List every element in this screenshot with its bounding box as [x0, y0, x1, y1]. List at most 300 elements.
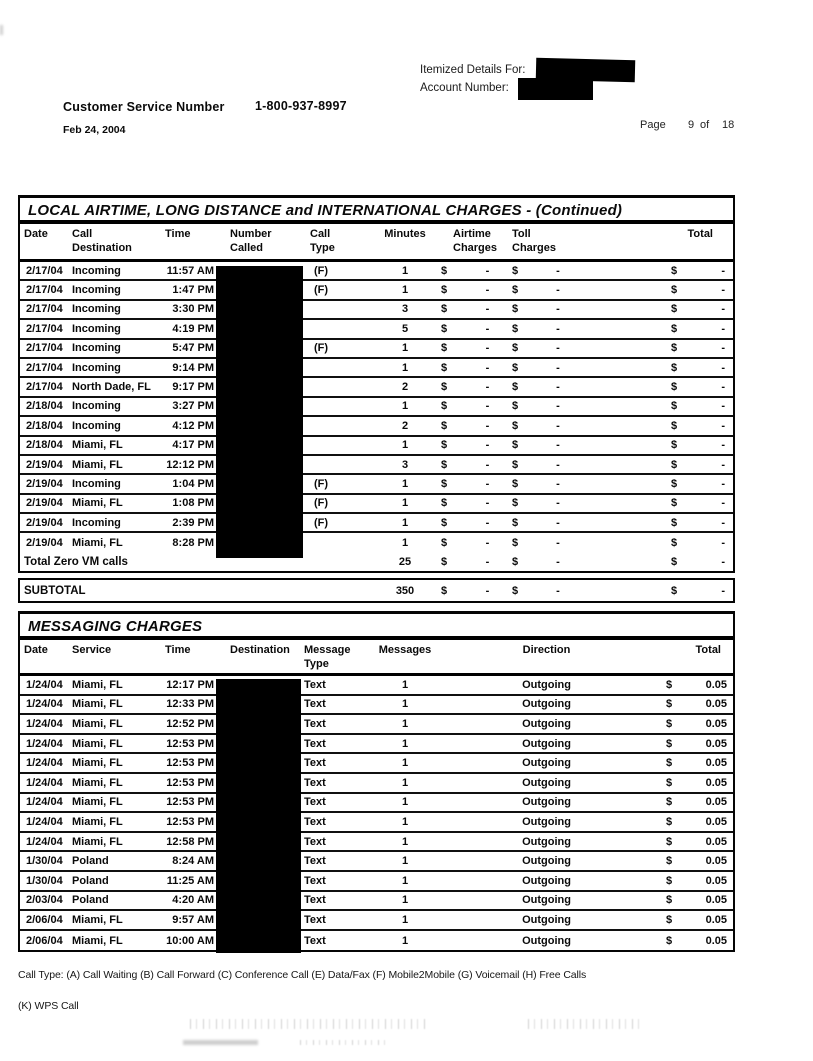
- cell-time: 4:20 AM: [172, 894, 214, 907]
- currency-symbol: $: [512, 497, 519, 510]
- cell-message-type: Text: [304, 796, 326, 809]
- cell-destination: Incoming: [72, 264, 121, 277]
- cell-date: 2/06/04: [26, 934, 63, 947]
- col-header-time: Time: [165, 644, 191, 656]
- currency-symbol: $: [512, 400, 519, 413]
- cell-toll-charge: -: [556, 458, 560, 471]
- airtime-rows: [20, 262, 733, 553]
- page-label: Page: [640, 119, 666, 131]
- page-indicator: [640, 119, 750, 133]
- currency-symbol: $: [512, 477, 519, 490]
- table-row: [20, 892, 733, 912]
- cell-minutes: 1: [401, 361, 409, 374]
- account-number-label: Account Number:: [420, 82, 509, 94]
- cell-direction: Outgoing: [522, 835, 571, 848]
- cell-time: 5:47 PM: [172, 342, 214, 355]
- cell-service: Poland: [72, 874, 109, 887]
- cell-total: -: [721, 303, 725, 316]
- cell-time: 12:53 PM: [166, 737, 214, 750]
- cell-service: Miami, FL: [72, 678, 123, 691]
- cell-toll-charge: -: [556, 361, 560, 374]
- cell-airtime-charge: -: [485, 419, 490, 432]
- currency-symbol: $: [441, 537, 448, 550]
- col-header-message-type: Message Type: [304, 644, 351, 671]
- itemized-details-label: Itemized Details For:: [420, 64, 526, 76]
- scan-artifact: [300, 1040, 390, 1045]
- currency-symbol: $: [441, 303, 448, 316]
- cell-time: 12:53 PM: [166, 815, 214, 828]
- cell-total: 0.05: [705, 717, 727, 730]
- cell-direction: Outgoing: [522, 913, 571, 926]
- cell-time: 9:14 PM: [172, 361, 214, 374]
- table-row: [20, 911, 733, 931]
- currency-symbol: $: [671, 264, 678, 277]
- cell-minutes: 2: [401, 419, 409, 432]
- cell-date: 2/17/04: [26, 284, 63, 297]
- currency-symbol: $: [441, 419, 448, 432]
- currency-symbol: $: [666, 678, 673, 691]
- currency-symbol: $: [512, 458, 519, 471]
- cell-toll-charge: -: [556, 284, 560, 297]
- cell-date: 2/19/04: [26, 516, 63, 529]
- cell-minutes: 1: [401, 439, 409, 452]
- table-row: [20, 852, 733, 872]
- cell-date: 2/17/04: [26, 342, 63, 355]
- cell-minutes: 1: [401, 537, 409, 550]
- cell-service: Miami, FL: [72, 776, 123, 789]
- table-row: [20, 514, 733, 533]
- scan-artifact: [0, 25, 3, 35]
- cell-total: -: [721, 264, 725, 277]
- cell-messages: 1: [401, 717, 409, 730]
- cell-date: 2/18/04: [26, 439, 63, 452]
- currency-symbol: $: [512, 419, 519, 432]
- cell-messages: 1: [401, 894, 409, 907]
- table-row: [20, 774, 733, 794]
- cell-minutes: 3: [401, 458, 409, 471]
- currency-symbol: $: [512, 264, 519, 277]
- currency-symbol: $: [666, 855, 673, 868]
- cell-message-type: Text: [304, 737, 326, 750]
- cell-time: 4:12 PM: [172, 419, 214, 432]
- cell-minutes: 1: [401, 516, 409, 529]
- cell-minutes: 1: [401, 400, 409, 413]
- table-row: [20, 301, 733, 320]
- currency-symbol: $: [666, 698, 673, 711]
- cell-date: 2/17/04: [26, 264, 63, 277]
- currency-symbol: $: [671, 584, 678, 597]
- cell-message-type: Text: [304, 717, 326, 730]
- toll-amount: -: [556, 555, 560, 568]
- messaging-rows: [20, 676, 733, 950]
- subtotal-box: [18, 578, 735, 603]
- cell-destination: Incoming: [72, 516, 121, 529]
- total-amount: -: [721, 555, 725, 568]
- cell-messages: 1: [401, 737, 409, 750]
- cell-direction: Outgoing: [522, 698, 571, 711]
- currency-symbol: $: [671, 303, 678, 316]
- cell-destination: Incoming: [72, 400, 121, 413]
- cell-airtime-charge: -: [485, 303, 490, 316]
- table-row: [20, 281, 733, 300]
- customer-service-number: 1-800-937-8997: [255, 99, 347, 113]
- redaction-destination-column: [216, 679, 301, 953]
- cell-toll-charge: -: [556, 342, 560, 355]
- col-header-service: Service: [72, 644, 112, 656]
- table-row: [20, 735, 733, 755]
- currency-symbol: $: [671, 419, 678, 432]
- cell-message-type: Text: [304, 698, 326, 711]
- cell-message-type: Text: [304, 678, 326, 691]
- subtotal-toll: -: [556, 584, 560, 597]
- cell-direction: Outgoing: [522, 737, 571, 750]
- currency-symbol: $: [671, 361, 678, 374]
- cell-date: 1/24/04: [26, 737, 63, 750]
- cell-total: -: [721, 361, 725, 374]
- cell-time: 2:39 PM: [172, 516, 214, 529]
- cell-total: -: [721, 439, 725, 452]
- cell-time: 3:30 PM: [172, 303, 214, 316]
- table-row: [20, 437, 733, 456]
- cell-direction: Outgoing: [522, 855, 571, 868]
- subtotal-airtime: -: [485, 584, 490, 597]
- table-row: [20, 813, 733, 833]
- cell-direction: Outgoing: [522, 894, 571, 907]
- cell-date: 2/18/04: [26, 419, 63, 432]
- cell-toll-charge: -: [556, 516, 560, 529]
- currency-symbol: $: [671, 555, 678, 568]
- cell-date: 1/24/04: [26, 678, 63, 691]
- cell-total: 0.05: [705, 678, 727, 691]
- cell-service: Miami, FL: [72, 796, 123, 809]
- cell-direction: Outgoing: [522, 796, 571, 809]
- cell-destination: Miami, FL: [72, 497, 123, 510]
- col-header-direction: Direction: [522, 644, 571, 656]
- cell-call-type: (F): [314, 264, 329, 277]
- cell-minutes: 1: [401, 497, 409, 510]
- cell-airtime-charge: -: [485, 477, 490, 490]
- currency-symbol: $: [512, 284, 519, 297]
- table-row: [20, 872, 733, 892]
- cell-destination: Incoming: [72, 477, 121, 490]
- col-header-minutes: Minutes: [384, 228, 426, 240]
- col-header-date: Date: [24, 228, 48, 240]
- cell-date: 1/24/04: [26, 835, 63, 848]
- cell-call-type: (F): [314, 477, 329, 490]
- table-row: [20, 359, 733, 378]
- col-header-total: Total: [687, 228, 713, 240]
- cell-airtime-charge: -: [485, 516, 490, 529]
- scan-artifact: [528, 1019, 643, 1029]
- cell-minutes: 1: [401, 342, 409, 355]
- cell-airtime-charge: -: [485, 322, 490, 335]
- cell-total: -: [721, 284, 725, 297]
- currency-symbol: $: [441, 497, 448, 510]
- cell-total: 0.05: [705, 815, 727, 828]
- table-row: [20, 931, 733, 951]
- cell-time: 11:57 AM: [166, 264, 214, 277]
- cell-airtime-charge: -: [485, 381, 490, 394]
- currency-symbol: $: [671, 458, 678, 471]
- cell-minutes: 2: [401, 381, 409, 394]
- currency-symbol: $: [666, 796, 673, 809]
- redaction-account-number: [518, 78, 593, 100]
- cell-total: -: [721, 400, 725, 413]
- currency-symbol: $: [671, 497, 678, 510]
- cell-direction: Outgoing: [522, 776, 571, 789]
- cell-total: -: [721, 458, 725, 471]
- page-of-label: of: [700, 119, 710, 131]
- cell-total: -: [721, 322, 725, 335]
- currency-symbol: $: [666, 835, 673, 848]
- cell-date: 2/19/04: [26, 458, 63, 471]
- cell-total: -: [721, 419, 725, 432]
- cell-date: 2/17/04: [26, 303, 63, 316]
- cell-airtime-charge: -: [485, 458, 490, 471]
- cell-time: 12:52 PM: [166, 717, 214, 730]
- currency-symbol: $: [671, 537, 678, 550]
- cell-messages: 1: [401, 757, 409, 770]
- currency-symbol: $: [666, 815, 673, 828]
- col-header-call-type: Call Type: [310, 228, 335, 255]
- table-row: [20, 378, 733, 397]
- cell-destination: Miami, FL: [72, 439, 123, 452]
- cell-service: Miami, FL: [72, 698, 123, 711]
- cell-destination: Incoming: [72, 419, 121, 432]
- currency-symbol: $: [666, 913, 673, 926]
- currency-symbol: $: [512, 342, 519, 355]
- cell-messages: 1: [401, 874, 409, 887]
- cell-service: Poland: [72, 855, 109, 868]
- cell-time: 1:04 PM: [172, 477, 214, 490]
- col-header-total: Total: [695, 644, 721, 656]
- currency-symbol: $: [666, 776, 673, 789]
- cell-direction: Outgoing: [522, 815, 571, 828]
- col-header-airtime-charges: Airtime Charges: [453, 228, 498, 255]
- currency-symbol: $: [512, 439, 519, 452]
- cell-total: 0.05: [705, 934, 727, 947]
- cell-messages: 1: [401, 913, 409, 926]
- cell-toll-charge: -: [556, 419, 560, 432]
- cell-airtime-charge: -: [485, 342, 490, 355]
- cell-call-type: (F): [314, 342, 329, 355]
- cell-date: 2/17/04: [26, 381, 63, 394]
- cell-destination: Incoming: [72, 342, 121, 355]
- cell-direction: Outgoing: [522, 934, 571, 947]
- currency-symbol: $: [441, 555, 448, 568]
- subtotal-row: [20, 580, 733, 601]
- col-header-messages: Messages: [378, 644, 432, 656]
- cell-call-type: (F): [314, 497, 329, 510]
- cell-date: 2/06/04: [26, 913, 63, 926]
- cell-time: 3:27 PM: [172, 400, 214, 413]
- table-row: [20, 456, 733, 475]
- currency-symbol: $: [441, 342, 448, 355]
- cell-messages: 1: [401, 835, 409, 848]
- airtime-table-title: LOCAL AIRTIME, LONG DISTANCE and INTERNATIONAL CHARGES - (Continued): [20, 198, 733, 224]
- currency-symbol: $: [671, 322, 678, 335]
- cell-message-type: Text: [304, 757, 326, 770]
- cell-messages: 1: [401, 815, 409, 828]
- cell-minutes: 3: [401, 303, 409, 316]
- cell-time: 12:17 PM: [166, 678, 214, 691]
- call-type-legend: Call Type: (A) Call Waiting (B) Call Forward (C) Conference Call (E) Data/Fax (F) Mobile2Mobile (G) Voicemail (H) Free Calls: [18, 969, 587, 981]
- page-number: 9: [688, 119, 695, 131]
- cell-message-type: Text: [304, 894, 326, 907]
- table-row: [20, 320, 733, 339]
- cell-minutes: 1: [401, 477, 409, 490]
- cell-total: 0.05: [705, 796, 727, 809]
- currency-symbol: $: [441, 381, 448, 394]
- cell-total: 0.05: [705, 776, 727, 789]
- cell-service: Miami, FL: [72, 913, 123, 926]
- cell-date: 2/19/04: [26, 537, 63, 550]
- cell-destination: Incoming: [72, 303, 121, 316]
- cell-destination: Incoming: [72, 284, 121, 297]
- cell-airtime-charge: -: [485, 497, 490, 510]
- cell-minutes: 5: [401, 322, 409, 335]
- cell-total: 0.05: [705, 835, 727, 848]
- subtotal-minutes: 350: [395, 584, 415, 597]
- cell-date: 1/24/04: [26, 757, 63, 770]
- cell-airtime-charge: -: [485, 400, 490, 413]
- airtime-charges-table: [18, 195, 735, 573]
- cell-service: Miami, FL: [72, 815, 123, 828]
- currency-symbol: $: [441, 458, 448, 471]
- messaging-table-title: MESSAGING CHARGES: [20, 614, 733, 640]
- table-row: [20, 833, 733, 853]
- table-row: [20, 262, 733, 281]
- cell-direction: Outgoing: [522, 717, 571, 730]
- cell-date: 2/17/04: [26, 361, 63, 374]
- currency-symbol: $: [666, 737, 673, 750]
- cell-destination: Miami, FL: [72, 537, 123, 550]
- currency-symbol: $: [671, 477, 678, 490]
- total-zero-vm-row: [20, 553, 733, 571]
- currency-symbol: $: [512, 537, 519, 550]
- cell-date: 1/24/04: [26, 717, 63, 730]
- currency-symbol: $: [512, 361, 519, 374]
- cell-messages: 1: [401, 855, 409, 868]
- cell-minutes: 1: [401, 264, 409, 277]
- cell-time: 1:08 PM: [172, 497, 214, 510]
- cell-messages: 1: [401, 934, 409, 947]
- table-row: [20, 495, 733, 514]
- cell-time: 12:58 PM: [166, 835, 214, 848]
- cell-date: 2/17/04: [26, 322, 63, 335]
- cell-service: Miami, FL: [72, 757, 123, 770]
- cell-airtime-charge: -: [485, 264, 490, 277]
- cell-messages: 1: [401, 678, 409, 691]
- cell-direction: Outgoing: [522, 678, 571, 691]
- table-row: [20, 533, 733, 552]
- currency-symbol: $: [666, 757, 673, 770]
- currency-symbol: $: [441, 439, 448, 452]
- table-row: [20, 475, 733, 494]
- currency-symbol: $: [666, 717, 673, 730]
- cell-date: 2/19/04: [26, 497, 63, 510]
- cell-message-type: Text: [304, 815, 326, 828]
- redaction-number-called-column: [216, 266, 303, 558]
- cell-airtime-charge: -: [485, 361, 490, 374]
- currency-symbol: $: [512, 303, 519, 316]
- cell-total: -: [721, 537, 725, 550]
- cell-time: 11:25 AM: [166, 874, 214, 887]
- currency-symbol: $: [671, 439, 678, 452]
- cell-toll-charge: -: [556, 439, 560, 452]
- cell-time: 12:53 PM: [166, 757, 214, 770]
- cell-toll-charge: -: [556, 477, 560, 490]
- table-row: [20, 696, 733, 716]
- table-row: [20, 794, 733, 814]
- total-minutes: 25: [398, 555, 412, 568]
- currency-symbol: $: [441, 477, 448, 490]
- table-row: [20, 340, 733, 359]
- col-header-number-called: Number Called: [230, 228, 272, 255]
- currency-symbol: $: [666, 934, 673, 947]
- subtotal-label: SUBTOTAL: [24, 584, 86, 597]
- cell-total: 0.05: [705, 737, 727, 750]
- cell-time: 9:57 AM: [172, 913, 214, 926]
- currency-symbol: $: [441, 584, 448, 597]
- cell-time: 4:19 PM: [172, 322, 214, 335]
- cell-airtime-charge: -: [485, 439, 490, 452]
- currency-symbol: $: [512, 584, 519, 597]
- currency-symbol: $: [441, 322, 448, 335]
- scan-artifact: [183, 1040, 258, 1045]
- cell-messages: 1: [401, 698, 409, 711]
- cell-message-type: Text: [304, 855, 326, 868]
- cell-message-type: Text: [304, 934, 326, 947]
- currency-symbol: $: [666, 874, 673, 887]
- cell-airtime-charge: -: [485, 537, 490, 550]
- cell-message-type: Text: [304, 776, 326, 789]
- cell-time: 12:53 PM: [166, 796, 214, 809]
- cell-total: 0.05: [705, 894, 727, 907]
- currency-symbol: $: [512, 322, 519, 335]
- currency-symbol: $: [441, 516, 448, 529]
- cell-total: 0.05: [705, 757, 727, 770]
- currency-symbol: $: [671, 400, 678, 413]
- cell-total: 0.05: [705, 698, 727, 711]
- currency-symbol: $: [512, 555, 519, 568]
- cell-total: 0.05: [705, 855, 727, 868]
- cell-total: 0.05: [705, 874, 727, 887]
- cell-time: 8:28 PM: [172, 537, 214, 550]
- cell-time: 12:53 PM: [166, 776, 214, 789]
- messaging-charges-table: [18, 611, 735, 952]
- col-header-destination: Destination: [230, 644, 290, 656]
- cell-direction: Outgoing: [522, 874, 571, 887]
- cell-destination: Miami, FL: [72, 458, 123, 471]
- cell-toll-charge: -: [556, 537, 560, 550]
- cell-time: 12:33 PM: [166, 698, 214, 711]
- cell-time: 8:24 AM: [172, 855, 214, 868]
- cell-minutes: 1: [401, 284, 409, 297]
- statement-date: Feb 24, 2004: [63, 124, 126, 136]
- airtime-amount: -: [485, 555, 490, 568]
- table-row: [20, 754, 733, 774]
- cell-total: -: [721, 381, 725, 394]
- col-header-time: Time: [165, 228, 191, 240]
- currency-symbol: $: [666, 894, 673, 907]
- page-total: 18: [722, 119, 735, 131]
- cell-total: -: [721, 342, 725, 355]
- cell-message-type: Text: [304, 913, 326, 926]
- cell-date: 1/24/04: [26, 698, 63, 711]
- currency-symbol: $: [512, 516, 519, 529]
- airtime-table-header: [20, 224, 733, 262]
